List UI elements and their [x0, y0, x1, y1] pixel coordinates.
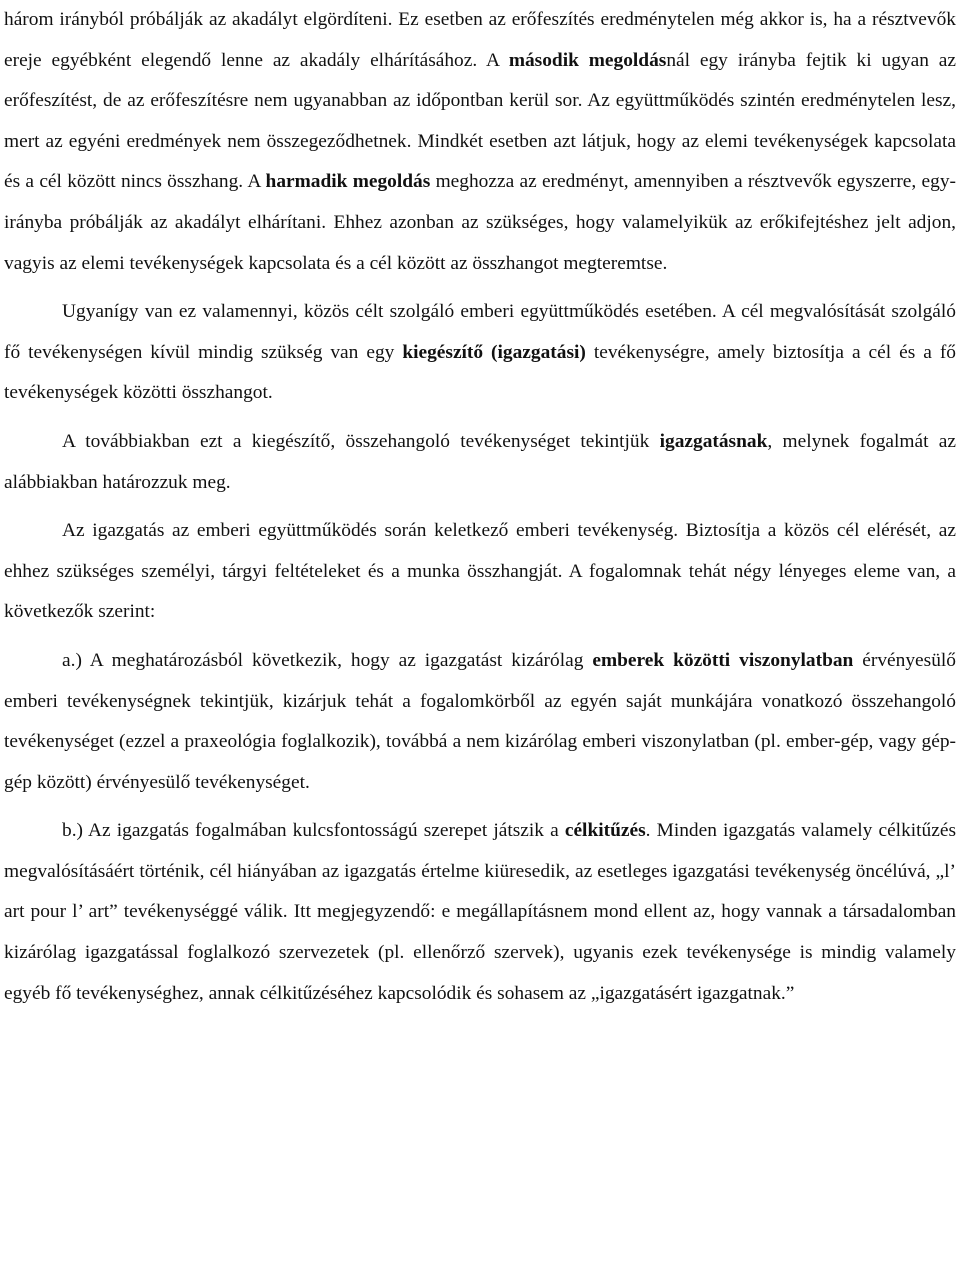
paragraph-4-text-1: Az igazgatás az emberi együttműködés során keletkező emberi tevékenység. Biztosítja a közös cél elérését, az ehhez szükséges személyi, tárgyi feltételeket és a munka összhangját. A fogalomnak tehát négy lényeges eleme van, a következők szerint: [4, 520, 956, 623]
paragraph-4 [4, 511, 956, 633]
paragraph-1 [4, 0, 956, 284]
paragraph-2-text-1: Ugyanígy van ez valamennyi, közös célt szolgáló emberi együttműködés esetében. A cél megvalósítását szolgáló fő tevékenységen kívül mindig szükség van egy [4, 301, 956, 363]
paragraph-5-bold-1: emberek közötti viszonylatban [592, 649, 854, 671]
paragraph-5-text-1: a.) A meghatározásból következik, hogy az igazgatást kizárólag [62, 649, 593, 671]
paragraph-2-text-2: tevékenységre, amely biztosítja a cél és a fő tevékenységek közötti összhangot. [4, 341, 956, 404]
paragraph-3-text-1: A továbbiakban ezt a kiegészítő, összehangoló tevékenységet tekintjük [62, 430, 660, 452]
document-page [4, 0, 956, 1014]
paragraph-1-text-2: nál egy irányba fejtik ki ugyan az erőfeszítést, de az erőfeszítésre nem ugyanabban az időpontban kerül sor. Az együttműködés szintén eredménytelen lesz, mert az egyéni eredmények nem összegeződhetnek. Mindkét esetben azt látjuk, hogy az elemi tevékenységek kapcsolata és a cél között nincs összhang. A [4, 49, 956, 193]
paragraph-5-text-2: érvényesülő emberi tevékenységnek tekintjük, kizárjuk tehát a fogalomkörből az egyén saját munkájára vonatkozó összehangoló tevékenységet (ezzel a praxeológia foglalkozik), továbbá a nem kizárólag emberi viszonylatban (pl. ember-gép, vagy gép-gép között) érvényesülő tevékenységet. [4, 649, 956, 793]
paragraph-2 [4, 292, 956, 414]
paragraph-1-text-1: három irányból próbálják az akadályt elgördíteni. Ez esetben az erőfeszítés eredménytelen még akkor is, ha a résztvevők ereje egyébként elegendő lenne az akadály elhárításához. A [4, 9, 956, 71]
paragraph-6 [4, 811, 956, 1014]
paragraph-3-bold-1: igazgatásnak [659, 430, 768, 452]
paragraph-6-text-2: . Minden igazgatás valamely célkitűzés megvalósításáért történik, cél hiányában az igazgatás értelme kiüresedik, az esetleges igazgatási tevékenység öncélúvá, „l’ art pour l’ art” tevékenységgé válik. Itt megjegyzendő: e megállapításnem mond ellent az, hogy vannak a társadalomban kizárólag igazgatással foglalkozó szervezetek (pl. ellenőrző szervek), ugyanis ezek tevékenysége is mindig valamely egyéb fő tevékenységhez, annak célkitűzéséhez kapcsolódik és sohasem az „igazgatásért igazgatnak.” [4, 820, 956, 1004]
paragraph-3-text-2: , melynek fogalmát az alábbiakban határozzuk meg. [4, 430, 956, 493]
paragraph-3 [4, 422, 956, 503]
paragraph-6-bold-1: célkitűzés [564, 820, 646, 842]
paragraph-1-bold-1: második megoldás [508, 49, 667, 71]
paragraph-6-text-1: b.) Az igazgatás fogalmában kulcsfontosságú szerepet játszik a [62, 820, 565, 842]
paragraph-1-bold-2: harmadik megoldás [265, 171, 431, 193]
paragraph-5 [4, 641, 956, 803]
paragraph-1-text-3: meghozza az eredményt, amennyiben a résztvevők egyszerre, egy-irányba próbálják az akadályt elhárítani. Ehhez azonban az szükséges, hogy valamelyikük az erőkifejtéshez jelt adjon, vagyis az elemi tevékenységek kapcsolata és a cél között az összhangot megteremtse. [4, 171, 956, 274]
paragraph-2-bold-1: kiegészítő (igazgatási) [402, 341, 586, 363]
